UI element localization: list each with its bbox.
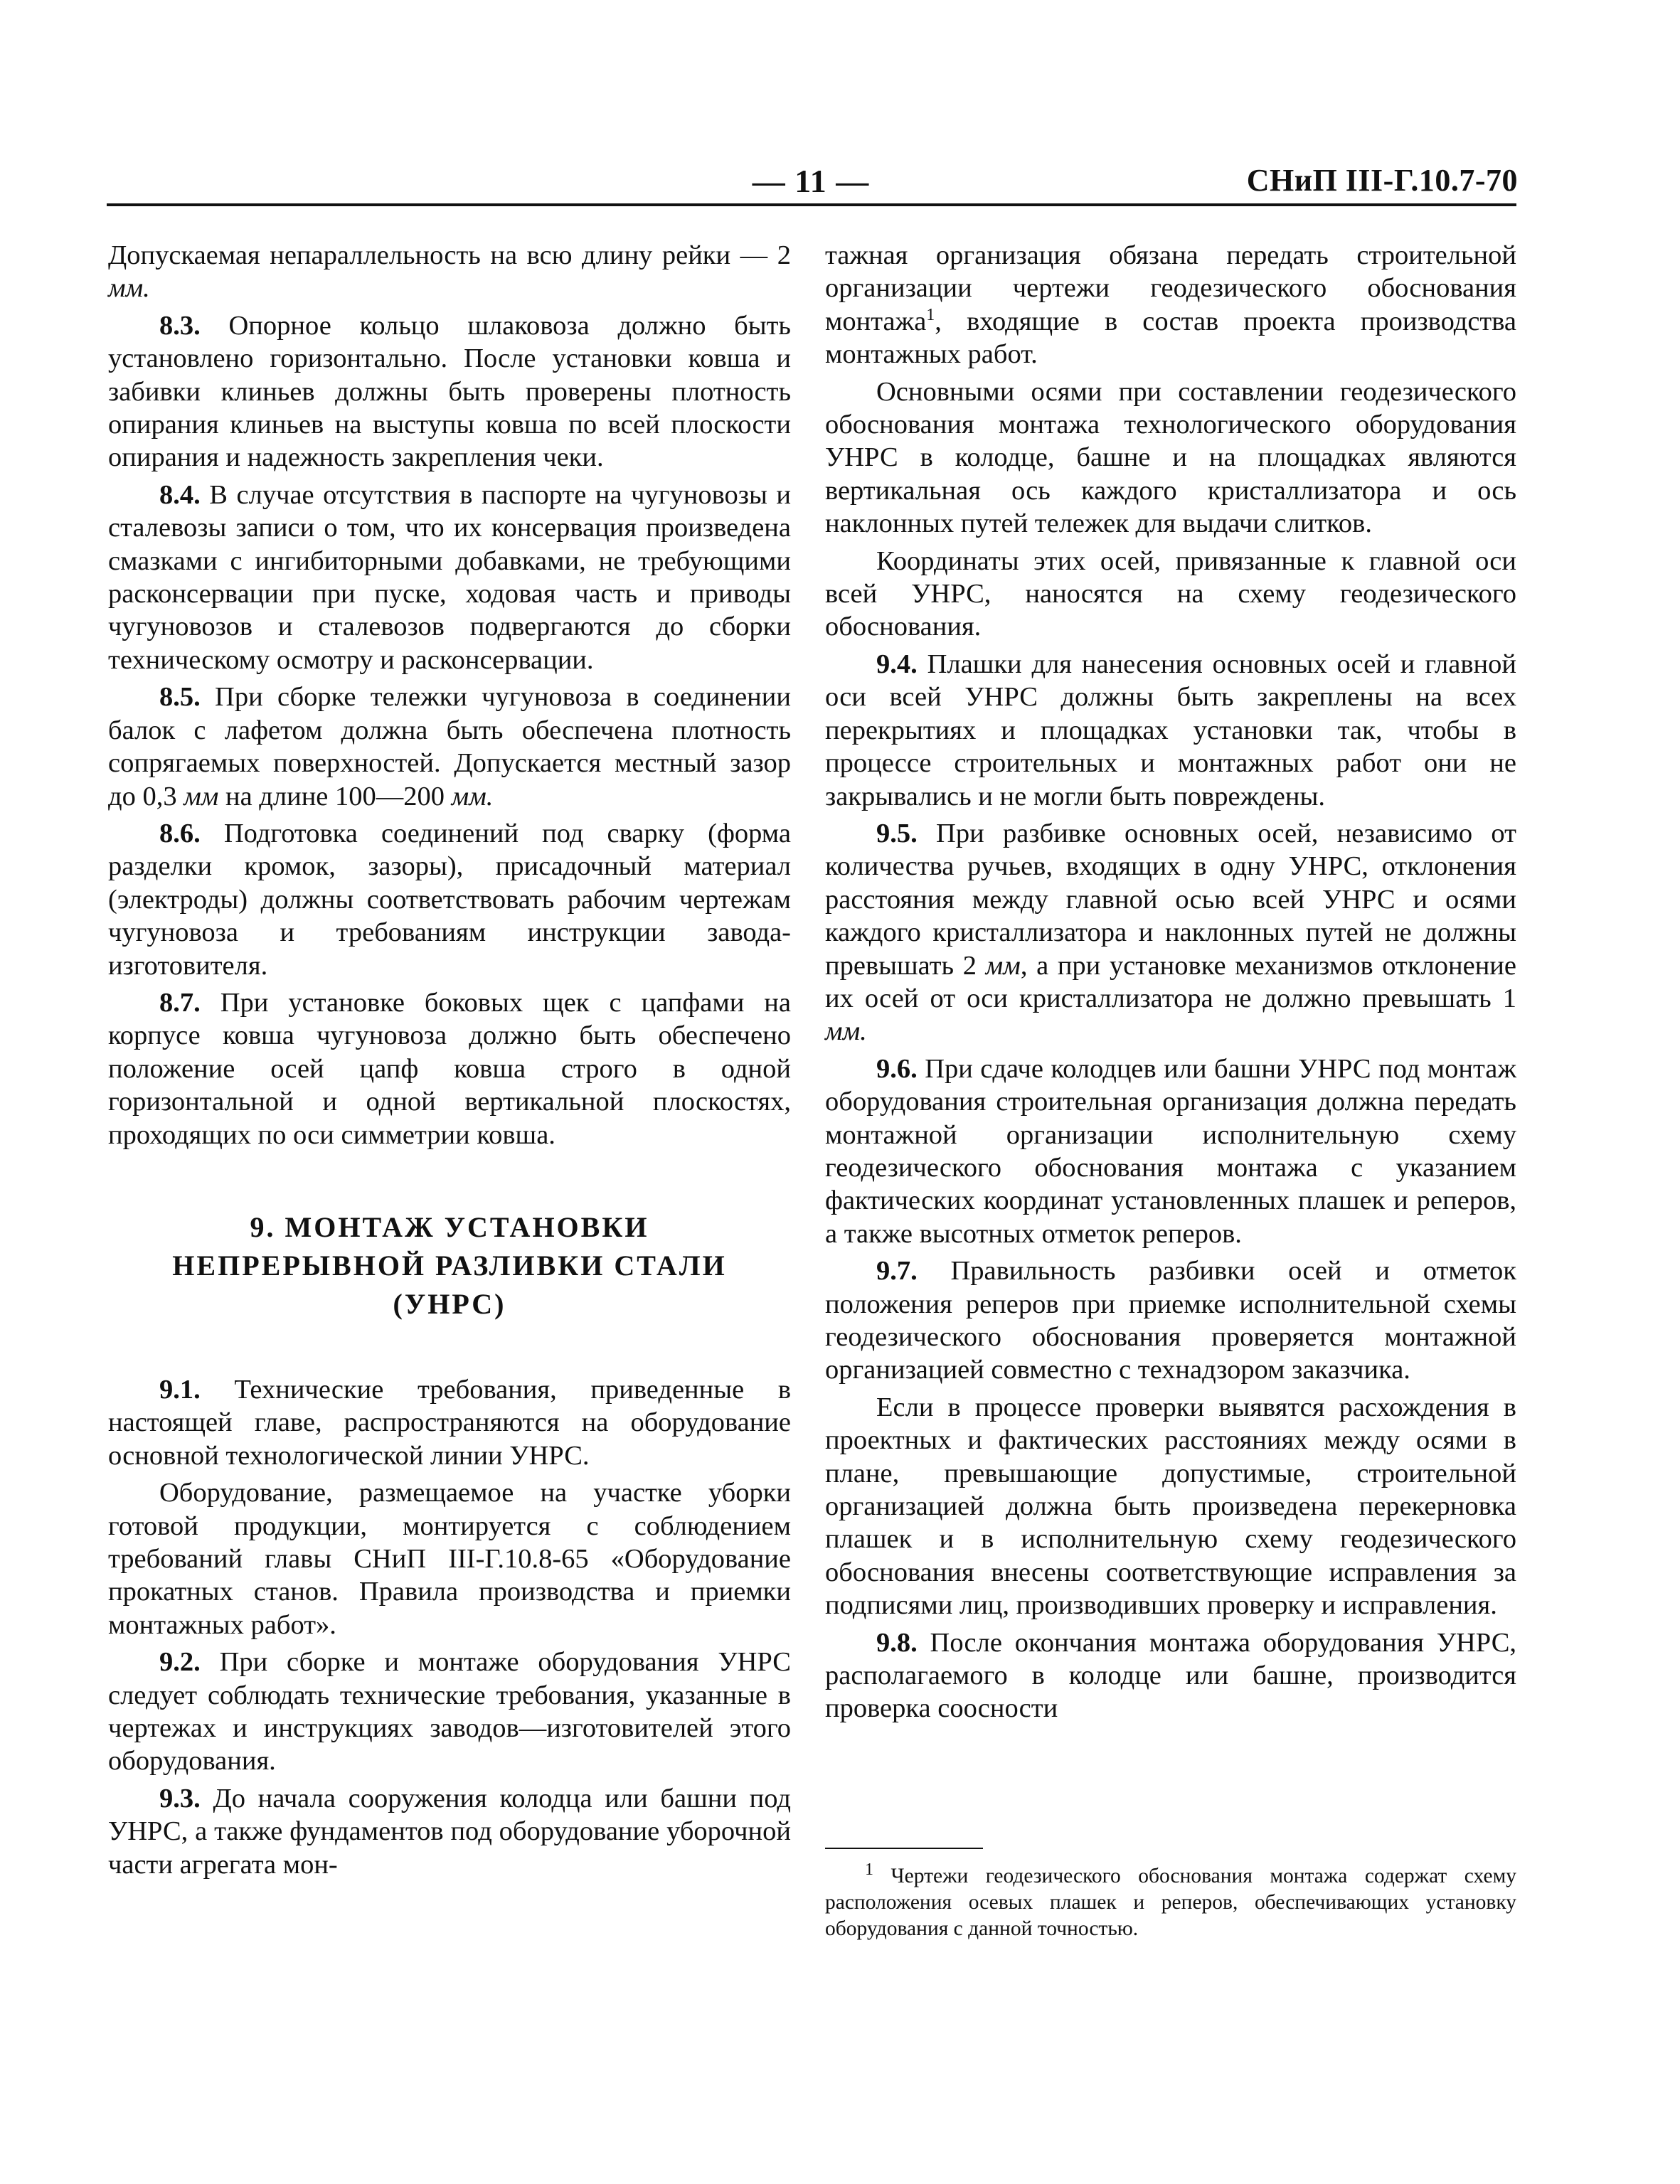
footnote: $^1$ Чертежи геодезического обоснования монтажа содержат схему расположения осевых плашек и реперов, обеспечивающих установку оборудования с данной точностью. xyxy=(825,1860,1516,1940)
clause-number: 8.6. xyxy=(159,818,201,848)
paragraph-9-5: 9.5. При разбивке основных осей, независимо от количества ручьев, входящих в одну УНРС, отклонения расстояния между главной осью всей УНРС и осями каждого кристаллизатора и наклонных путей не должны превышать 2 мм, а при установке механизмов отклонение их осей от оси кристаллизатора не должно превышать 1 мм. xyxy=(825,818,1516,1047)
clause-number: 8.5. xyxy=(159,682,201,713)
clause-number: 9.2. xyxy=(159,1647,201,1678)
paragraph-9-1: 9.1. Технические требования, приведенные в настоящей главе, распространяются на оборудование основной технологической линии УНРС. xyxy=(108,1374,791,1471)
paragraph-9-1-cont: Оборудование, размещаемое на участке уборки готовой продукции, монтируется с соблюдением требований главы СНиП III-Г.10.8-65 «Оборудование прокатных станов. Правила производства и приемки монтажных работ». xyxy=(108,1478,791,1640)
footnote-rule xyxy=(825,1848,983,1849)
right-column xyxy=(825,239,1516,1725)
page-number: — 11 — xyxy=(752,163,870,199)
paragraph-9-3-coords: Координаты этих осей, привязанные к главной оси всей УНРС, наносятся на схему геодезического обоснования. xyxy=(825,545,1516,642)
paragraph-9-3: 9.3. До начала сооружения колодца или башни под УНРС, а также фундаментов под оборудование уборочной части агрегата мон- xyxy=(108,1783,791,1880)
paragraph-8-7: 8.7. При установке боковых щек с цапфами на корпусе ковша чугуновоза должно быть обеспечено положение осей цапф ковша строго в одной горизонтальной и одной вертикальной плоскостях, проходящих по оси симметрии ковша. xyxy=(108,987,791,1150)
clause-number: 9.8. xyxy=(876,1627,918,1658)
paragraph-9-7-cont: Если в процессе проверки выявятся расхождения в проектных и фактических расстояниях между осями в плане, превышающие допустимые, строительной организацией должна быть произведена перекерновка плашек и в исполнительную схему геодезического обоснования внесены соответствующие исправления за подписями лиц, производивших проверку и исправления. xyxy=(825,1392,1516,1621)
clause-number: 9.3. xyxy=(159,1783,201,1813)
left-column xyxy=(108,239,791,1881)
header-rule xyxy=(107,203,1516,206)
paragraph-8-4: 8.4. В случае отсутствия в паспорте на чугуновозы и сталевозы записи о том, что их консервация произведена смазками с ингибиторными добавками, не требующими расконсервации при пуске, ходовая часть и приводы чугуновозов и сталевозов подвергаются до сборки техническому осмотру и расконсервации. xyxy=(108,479,791,675)
clause-number: 9.7. xyxy=(876,1256,918,1287)
section-heading xyxy=(108,1208,791,1323)
paragraph-9-2: 9.2. При сборке и монтаже оборудования УНРС следует соблюдать технические требования, указанные в чертежах и инструкциях заводов—изготовителей этого оборудования. xyxy=(108,1647,791,1777)
clause-number: 8.3. xyxy=(159,310,201,341)
section-heading-line: (УНРС) xyxy=(393,1287,506,1320)
section-heading-line: 9. МОНТАЖ УСТАНОВКИ xyxy=(250,1210,649,1243)
paragraph-9-7: 9.7. Правильность разбивки осей и отметок положения реперов при приемке исполнительной схемы геодезического обоснования проверяется монтажной организацией совместно с технадзором заказчика. xyxy=(825,1256,1516,1385)
paragraph-8-3: 8.3. Опорное кольцо шлаковоза должно быть установлено горизонтально. После установки ковша и забивки клиньев должны быть проверены плотность опирания клиньев на выступы ковша по всей плоскости опирания и надежность закрепления чеки. xyxy=(108,310,791,473)
clause-number: 9.4. xyxy=(876,649,918,679)
clause-number: 8.7. xyxy=(159,987,201,1018)
footnote-mark: 1 xyxy=(865,1860,873,1880)
paragraph-9-3-continued: тажная организация обязана передать строительной организации чертежи геодезического обоснования монтажа$^1$, входящие в состав проекта производства монтажных работ. xyxy=(825,240,1516,370)
clause-number: 9.6. xyxy=(876,1053,918,1084)
clause-number: 9.1. xyxy=(159,1374,201,1405)
paragraph-9-6: 9.6. При сдаче колодцев или башни УНРС под монтаж оборудования строительная организация должна передать монтажной организации исполнительную схему геодезического обоснования монтажа с указанием фактических координат установленных плашек и реперов, а также высотных отметок реперов. xyxy=(825,1053,1516,1249)
document-code: СНиП III-Г.10.7-70 xyxy=(1246,163,1518,198)
paragraph-9-3-axes: Основными осями при составлении геодезического обоснования монтажа технологического оборудования УНРС в колодце, башне и на площадках являются вертикальная ось каждого кристаллизатора и ось наклонных путей тележек для выдачи слитков. xyxy=(825,376,1516,539)
section-heading-line: НЕПРЕРЫВНОЙ РАЗЛИВКИ СТАЛИ xyxy=(172,1249,727,1282)
clause-number: 9.5. xyxy=(876,818,918,848)
paragraph-8-6: 8.6. Подготовка соединений под сварку (форма разделки кромок, зазоры), присадочный материал (электроды) должны соответствовать рабочим чертежам чугуновоза и требованиям инструкции завода-изготовителя. xyxy=(108,818,791,981)
paragraph-8-5: 8.5. При сборке тележки чугуновоза в соединении балок с лафетом должна быть обеспечена плотность сопрягаемых поверхностей. Допускается местный зазор до 0,3 мм на длине 100—200 мм. xyxy=(108,682,791,811)
paragraph-8-2-continued: Допускаемая непараллельность на всю длину рейки — 2 мм. xyxy=(108,240,791,304)
clause-number: 8.4. xyxy=(159,479,201,510)
paragraph-9-8: 9.8. После окончания монтажа оборудования УНРС, располагаемого в колодце или башне, производится проверка соосности xyxy=(825,1627,1516,1724)
paragraph-9-4: 9.4. Плашки для нанесения основных осей и главной оси всей УНРС должны быть закреплены на всех перекрытиях и площадках установки так, чтобы в процессе строительных и монтажных работ они не закрывались и не могли быть повреждены. xyxy=(825,649,1516,811)
footnote-reference: 1 xyxy=(926,305,935,324)
